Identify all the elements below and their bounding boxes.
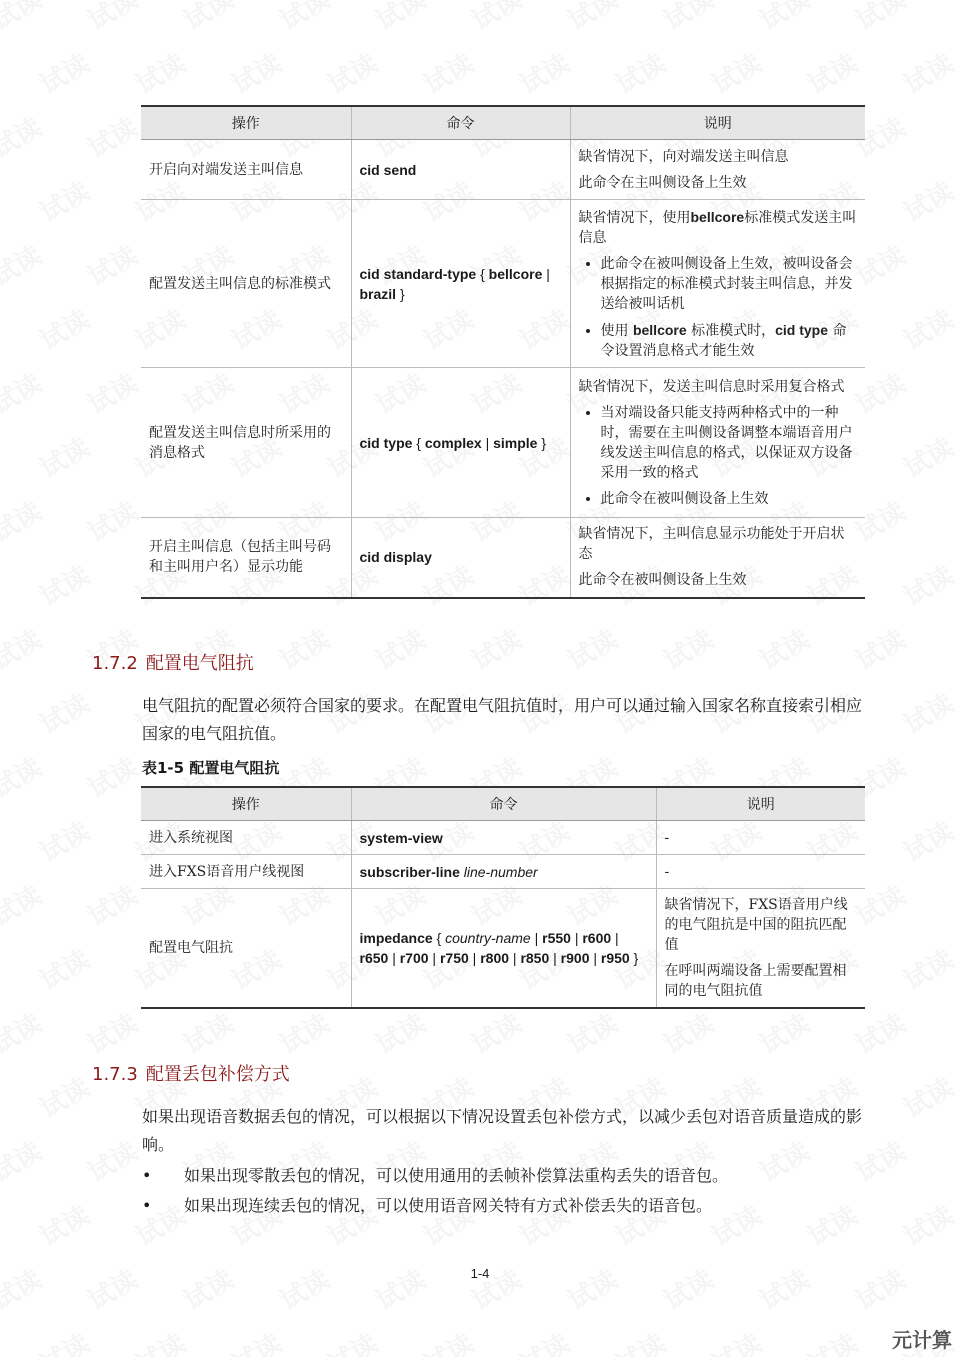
column-header-operation: 操作: [141, 787, 351, 821]
description-keyword: bellcore: [690, 208, 745, 225]
description-bullet: [601, 320, 858, 361]
watermark-text: [752, 1003, 816, 1061]
command-keyword: subscriber-line: [359, 863, 460, 880]
watermark-text: [32, 555, 96, 613]
description-text: 缺省情况下，使用: [578, 209, 691, 226]
watermark-text: [560, 1003, 624, 1061]
command-option: r950: [600, 950, 630, 966]
command-separator: |: [570, 930, 583, 946]
watermark-text: [368, 619, 432, 677]
watermark-text: [560, 619, 624, 677]
watermark-text: [80, 363, 144, 421]
command-brace: {: [432, 930, 446, 946]
description-line: [579, 207, 858, 248]
watermark-text: [896, 299, 960, 357]
watermark-text: [896, 939, 960, 997]
watermark-text: [32, 1323, 96, 1357]
list-item: • 如果出现连续丢包的情况，可以使用语音网关特有方式补偿丢失的语音包。: [142, 1192, 872, 1222]
watermark-text: [80, 491, 144, 549]
watermark-text: [32, 43, 96, 101]
command-option: bellcore: [488, 265, 543, 282]
command-keyword: cid display: [359, 549, 432, 566]
watermark-text: [608, 1323, 672, 1357]
command-option: r800: [480, 950, 510, 966]
watermark-text: [800, 43, 864, 101]
section-title: 配置电气阻抗: [145, 653, 254, 674]
operation-cell: 配置电气阻抗: [141, 889, 351, 1009]
watermark-text: [80, 235, 144, 293]
table-row: [141, 889, 865, 1009]
watermark-text: [176, 0, 240, 38]
description-text: 使用: [600, 322, 633, 339]
watermark-text: [224, 1323, 288, 1357]
description-bullets: [579, 403, 858, 509]
description-bullets: [579, 254, 858, 361]
command-option: r900: [560, 950, 590, 966]
watermark-text: [320, 43, 384, 101]
description-bullet: • 当对端设备只能支持两种格式中的一种时，需要在主叫侧设备调整本端语音用户线发送主叫信息的格式，以保证双方设备采用一致的格式: [601, 403, 858, 483]
command-keyword: impedance: [359, 930, 433, 946]
command-brace: {: [412, 434, 425, 451]
watermark-text: [512, 43, 576, 101]
watermark-text: [272, 0, 336, 38]
impedance-config-table: [141, 786, 865, 1009]
command-cell: [351, 140, 570, 200]
command-brace: }: [629, 950, 639, 966]
section-number: 1.7.2: [92, 653, 138, 674]
operation-cell: 开启向对端发送主叫信息: [141, 140, 351, 200]
command-brace: {: [476, 265, 489, 282]
watermark-text: [0, 363, 48, 421]
description-keyword: cid type: [775, 321, 829, 338]
watermark-text: [848, 619, 912, 677]
watermark-text: [704, 1323, 768, 1357]
description-cell: [570, 140, 865, 200]
description-cell: [570, 200, 865, 368]
watermark-text: [896, 1195, 960, 1253]
command-keyword: cid send: [359, 161, 417, 178]
command-option: r750: [439, 950, 469, 966]
command-argument: country-name: [445, 930, 531, 946]
column-header-command: 命令: [351, 787, 656, 821]
watermark-text: [0, 1131, 48, 1189]
column-header-description: 说明: [570, 106, 865, 140]
watermark-text: [896, 43, 960, 101]
watermark-text: [896, 427, 960, 485]
watermark-text: [128, 43, 192, 101]
section-heading-impedance: [92, 649, 254, 675]
description-keyword: bellcore: [632, 321, 687, 338]
watermark-text: [32, 811, 96, 869]
description-cell: [570, 518, 865, 598]
table-row: [141, 518, 865, 598]
command-brace: }: [396, 285, 405, 302]
watermark-text: [80, 107, 144, 165]
operation-cell: 配置发送主叫信息时所采用的消息格式: [141, 368, 351, 518]
watermark-text: [416, 1323, 480, 1357]
watermark-text: [704, 43, 768, 101]
command-cell: [351, 855, 656, 889]
command-keyword: cid standard-type: [359, 265, 477, 282]
watermark-text: [560, 0, 624, 38]
bullet-list: [142, 1162, 872, 1222]
command-option: r600: [582, 930, 612, 946]
watermark-text: [464, 619, 528, 677]
section-number: 1.7.3: [92, 1064, 138, 1085]
watermark-text: [656, 1003, 720, 1061]
command-cell: [351, 889, 656, 1009]
description-line: 缺省情况下，主叫信息显示功能处于开启状态: [578, 526, 845, 563]
command-separator: |: [468, 950, 481, 966]
command-cell: [351, 200, 570, 368]
watermark-text: [80, 747, 144, 805]
table-row: [141, 200, 865, 368]
watermark-text: [0, 107, 48, 165]
table-row: [141, 821, 865, 855]
column-header-description: 说明: [656, 787, 865, 821]
section-heading-packet-loss: [92, 1060, 290, 1086]
watermark-text: [128, 1323, 192, 1357]
command-option: r700: [399, 950, 429, 966]
watermark-text: [0, 747, 48, 805]
description-bullet: • 此命令在被叫侧设备上生效: [601, 489, 858, 509]
watermark-text: [896, 171, 960, 229]
column-header-operation: 操作: [141, 106, 351, 140]
operation-cell: 开启主叫信息（包括主叫号码和主叫用户名）显示功能: [141, 518, 351, 598]
command-cell: [351, 821, 656, 855]
watermark-text: [464, 1003, 528, 1061]
watermark-text: [32, 171, 96, 229]
table-row: [141, 140, 865, 200]
command-cell: [351, 368, 570, 518]
watermark-text: [656, 0, 720, 38]
brand-logo: 元计算: [892, 1328, 952, 1352]
watermark-text: [896, 811, 960, 869]
description-line: 在呼叫两端设备上需要配置相同的电气阻抗值: [664, 963, 847, 999]
command-separator: |: [481, 434, 494, 451]
description-line: 缺省情况下，发送主叫信息时采用复合格式: [578, 378, 845, 395]
watermark-text: [272, 619, 336, 677]
watermark-text: [32, 299, 96, 357]
description-text: 命令设置消息格式才能生效: [600, 322, 847, 359]
command-option: complex: [424, 434, 482, 451]
command-option: simple: [493, 434, 538, 451]
watermark-text: [176, 1003, 240, 1061]
watermark-text: [32, 683, 96, 741]
watermark-text: [752, 619, 816, 677]
cid-config-table: [141, 105, 865, 599]
watermark-text: [32, 939, 96, 997]
command-brace: }: [537, 434, 547, 451]
watermark-text: [416, 43, 480, 101]
command-separator: |: [549, 950, 561, 966]
command-option: r550: [542, 930, 571, 946]
command-option: brazil: [359, 285, 397, 302]
description-line: 此命令在主叫侧设备上生效: [578, 174, 747, 191]
command-separator: |: [530, 930, 543, 946]
watermark-text: [752, 0, 816, 38]
command-separator: |: [388, 950, 400, 966]
description-line: 缺省情况下，向对端发送主叫信息: [578, 148, 789, 165]
description-text: 标准模式时，: [686, 322, 776, 339]
page-number: 1-4: [470, 1266, 490, 1281]
table-row: [141, 855, 865, 889]
watermark-text: [32, 1195, 96, 1253]
description-cell: [656, 889, 865, 1009]
command-separator: |: [542, 265, 550, 282]
watermark-text: [848, 1003, 912, 1061]
watermark-text: [32, 427, 96, 485]
watermark-text: [0, 875, 48, 933]
watermark-text: [656, 619, 720, 677]
command-keyword: cid type: [359, 434, 413, 451]
watermark-text: [464, 0, 528, 38]
watermark-text: [80, 1131, 144, 1189]
list-item: • 如果出现零散丢包的情况，可以使用通用的丢帧补偿算法重构丢失的语音包。: [142, 1162, 872, 1192]
watermark-text: [0, 1003, 48, 1061]
description-bullet: • 此命令在被叫侧设备上生效，被叫设备会根据指定的标准模式封装主叫信息，并发送给被叫话机: [601, 254, 858, 314]
watermark-text: [80, 0, 144, 38]
table-caption: 表1-5 配置电气阻抗: [142, 759, 280, 777]
watermark-text: [272, 1003, 336, 1061]
watermark-text: [80, 875, 144, 933]
watermark-text: [368, 1003, 432, 1061]
operation-cell: 进入FXS语音用户线视图: [141, 855, 351, 889]
operation-cell: 进入系统视图: [141, 821, 351, 855]
command-option: r850: [520, 950, 550, 966]
command-separator: |: [428, 950, 440, 966]
section-paragraph: 如果出现语音数据丢包的情况，可以根据以下情况设置丢包补偿方式，以减少丢包对语音质量造成的影响。: [142, 1107, 863, 1154]
watermark-text: [32, 1067, 96, 1125]
command-cell: [351, 518, 570, 598]
description-cell: -: [656, 855, 865, 889]
watermark-text: [0, 235, 48, 293]
watermark-text: [512, 1323, 576, 1357]
description-line: 此命令在被叫侧设备上生效: [578, 572, 747, 589]
column-header-command: 命令: [351, 106, 570, 140]
command-keyword: system-view: [359, 829, 443, 846]
watermark-text: [0, 491, 48, 549]
section-title: 配置丢包补偿方式: [145, 1064, 290, 1085]
description-text: 标准模式发送主叫信息: [578, 209, 857, 246]
watermark-text: [608, 43, 672, 101]
watermark-text: [800, 1323, 864, 1357]
command-separator: |: [509, 950, 521, 966]
watermark-text: [896, 555, 960, 613]
command-argument: line-number: [459, 863, 538, 880]
description-cell: -: [656, 821, 865, 855]
watermark-text: [896, 683, 960, 741]
command-separator: |: [589, 950, 601, 966]
watermark-text: [0, 619, 48, 677]
watermark-text: [0, 0, 48, 38]
watermark-text: [224, 43, 288, 101]
section-paragraph: 电气阻抗的配置必须符合国家的要求。在配置电气阻抗值时，用户可以通过输入国家名称直接索引相应国家的电气阻抗值。: [142, 696, 863, 743]
table-row: [141, 368, 865, 518]
watermark-text: [896, 1067, 960, 1125]
operation-cell: 配置发送主叫信息的标准模式: [141, 200, 351, 368]
description-line: 缺省情况下，FXS语音用户线的电气阻抗是中国的阻抗匹配值: [664, 897, 848, 953]
watermark-text: [80, 1003, 144, 1061]
command-option: r650: [359, 950, 389, 966]
watermark-text: [320, 1323, 384, 1357]
watermark-text: [848, 0, 912, 38]
command-separator: |: [611, 930, 619, 946]
description-cell: [570, 368, 865, 518]
watermark-text: [368, 0, 432, 38]
